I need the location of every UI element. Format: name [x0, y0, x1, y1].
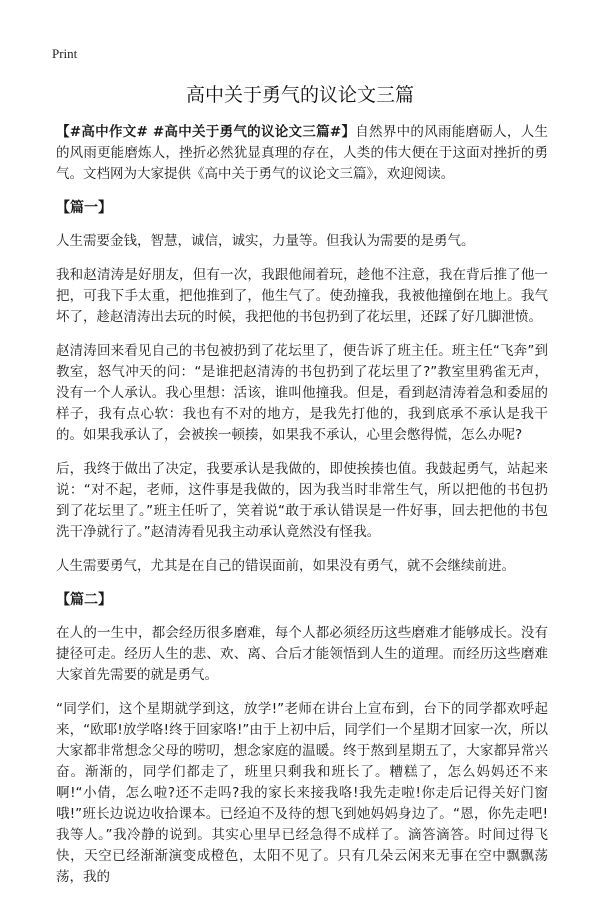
paragraph: 人生需要金钱，智慧，诚信，诚实，力量等。但我认为需要的是勇气。 [56, 233, 475, 249]
article-body [56, 122, 548, 901]
print-label: Print [52, 46, 78, 61]
paragraph: 后，我终于做出了决定，我要承认是我做的，即使挨揍也值。我鼓起勇气，站起来说：“对不起，老师，这件事是我做的，因为我当时非常生气，所以把他的书包扔到了花坛里了。”班主任听了，笑着说“敢于承认错误是一件好事，回去把他的书包洗干净就行了。”赵清涛看见我主动承认竟然没有怪我。 [56, 461, 548, 540]
paragraph: 人生需要勇气，尤其是在自己的错误面前，如果没有勇气，就不会继续前进。 [56, 558, 515, 574]
intro-paragraph [56, 122, 548, 185]
paragraph: 我和赵清涛是好朋友，但有一次，我跟他闹着玩，趁他不注意，我在背后推了他一把，可我下手太重，把他推到了，他生气了。使劲撞我，我被他撞倒在地上。我气坏了，趁赵清涛出去玩的时候，我把他的书包扔到了花坛里，还踩了好几脚泄愤。 [56, 267, 548, 325]
section-heading-1: 【篇一】 [56, 200, 112, 216]
page-title: 高中关于勇气的议论文三篇 [185, 84, 414, 106]
paragraph: “同学们，这个星期就学到这，放学!”老师在讲台上宣布到，台下的同学都欢呼起来，“欧耶!放学咯!终于回家咯!”由于上初中后，同学们一个星期才回家一次，所以大家都非常想念父母的唠叨，想念家庭的温暖。终于熬到星期五了，大家都异常兴奋。渐渐的，同学们都走了，班里只剩我和班长了。糟糕了，怎么妈妈还不来啊!“小倩，怎么啦?还不走吗?我的家长来接我咯!我先走啦!你走后记得关好门窗哦!”班长边说边收拾课本。已经迫不及待的想飞到她妈妈身边了。“恩，你先走吧!我等人。”我冷静的说到。其实心里早已经急得不成样了。滴答滴答。时间过得飞快，天空已经渐渐演变成橙色，太阳不见了。只有几朵云闲来无事在空中飘飘荡荡，我的 [56, 701, 548, 885]
intro-text: 自然界中的风雨能磨砺人，人生的风雨更能磨炼人，挫折必然犹显真理的存在，人类的伟大便在于这面对挫折的勇气。文档网为大家提供《高中关于勇气的议论文三篇》，欢迎阅读。 [56, 124, 548, 182]
section-heading-2: 【篇二】 [56, 592, 112, 608]
intro-tag: 【#高中作文# #高中关于勇气的议论文三篇#】 [56, 124, 356, 140]
paragraph: 赵清涛回来看见自己的书包被扔到了花坛里了，便告诉了班主任。班主任“飞奔”到教室，怒气冲天的问：“是谁把赵清涛的书包扔到了花坛里了?”教室里鸦雀无声，没有一个人承认。我心里想：活该，谁叫他撞我。但是，看到赵清涛着急和委屈的样子，我有点心软：我也有不对的地方，是我先打他的，我到底承不承认是我干的。如果我承认了，会被挨一顿揍，如果我不承认，心里会憋得慌，怎么办呢? [56, 343, 548, 443]
paragraph: 在人的一生中，都会经历很多磨难，每个人都必须经历这些磨难才能够成长。没有捷径可走。经历人生的悲、欢、离、合后才能领悟到人生的道理。而经历这些磨难大家首先需要的就是勇气。 [56, 625, 548, 683]
